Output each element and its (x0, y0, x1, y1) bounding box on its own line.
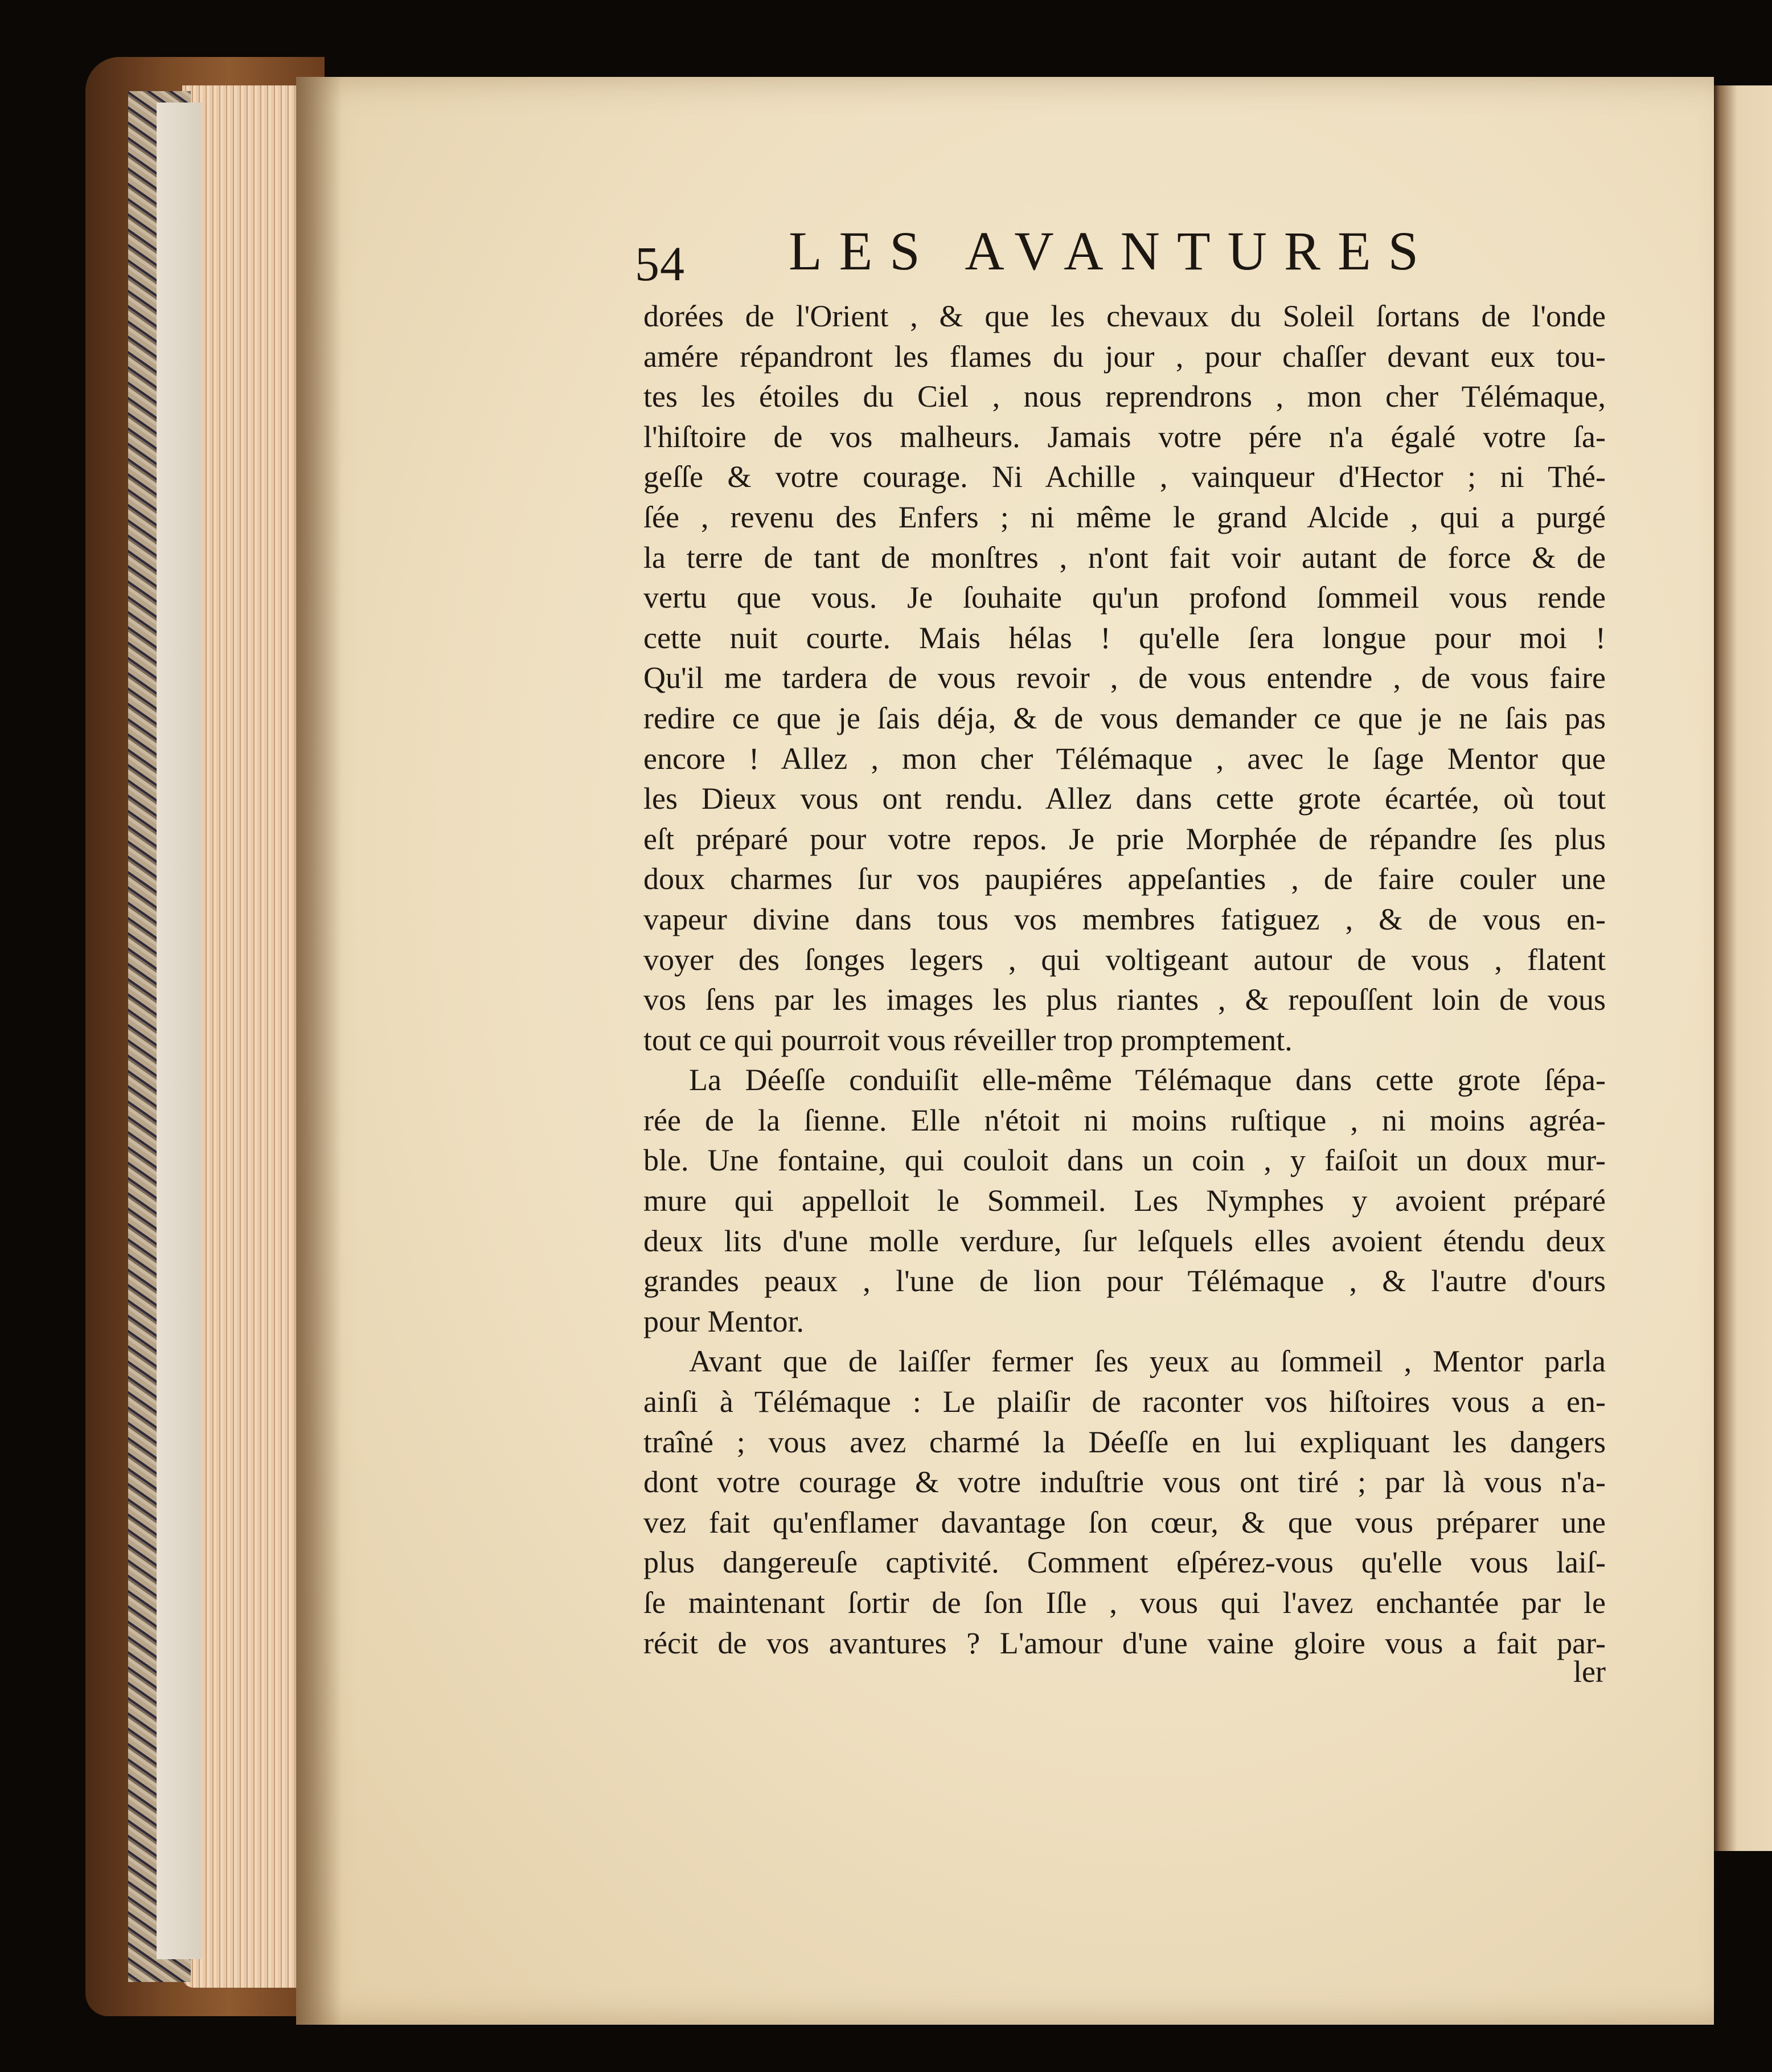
adjacent-page-edge (1714, 85, 1772, 1851)
catchword: ler (1573, 1655, 1606, 1689)
text-line: ſe maintenant ſortir de ſon Iſle , vous qui l'avez enchantée par le (643, 1586, 1606, 1620)
text-line: pour Mentor. (643, 1304, 804, 1338)
running-title: LES AVANTURES (789, 220, 1435, 281)
text-line: rée de la ſienne. Elle n'étoit ni moins ruſtique , ni moins agréa- (643, 1103, 1606, 1137)
running-head (635, 219, 1489, 291)
flyleaf (157, 103, 202, 1959)
text-line: dont votre courage & votre induſtrie vous ont tiré ; par là vous n'a- (643, 1465, 1606, 1500)
text-line: La Déeſſe conduiſit elle-même Télémaque dans cette grote ſépa- (689, 1063, 1606, 1098)
text-line: doux charmes ſur vos paupiéres appeſanties , de faire couler une (643, 862, 1606, 896)
body-text (643, 296, 1606, 1663)
text-line: deux lits d'une molle verdure, ſur leſquels elles avoient étendu deux (643, 1223, 1606, 1258)
text-line: l'hiſtoire de vos malheurs. Jamais votre pére n'a égalé votre ſa- (643, 419, 1606, 454)
text-line: traîné ; vous avez charmé la Déeſſe en lui expliquant les dangers (643, 1424, 1606, 1459)
text-line: plus dangereuſe captivité. Comment eſpérez-vous qu'elle vous laiſ- (643, 1545, 1606, 1580)
text-line: encore ! Allez , mon cher Télémaque , avec le ſage Mentor que (643, 741, 1606, 776)
text-line: Avant que de laiſſer fermer ſes yeux au ſommeil , Mentor parla (689, 1344, 1606, 1379)
text-line: tes les étoiles du Ciel , nous reprendrons , mon cher Télémaque, (643, 379, 1606, 414)
text-line: vez fait qu'enflamer davantage ſon cœur, & que vous préparer une (643, 1505, 1606, 1539)
text-line: la terre de tant de monſtres , n'ont fait voir autant de force & de (643, 540, 1606, 575)
gutter-shadow (296, 77, 342, 2025)
page-number: 54 (635, 236, 685, 291)
text-line: amére répandront les flames du jour , pour chaſſer devant eux tou- (643, 339, 1606, 374)
text-line: ble. Une fontaine, qui couloit dans un coin , y faiſoit un doux mur- (643, 1143, 1606, 1178)
text-line: tout ce qui pourroit vous réveiller trop promptement. (643, 1022, 1293, 1057)
text-line: dorées de l'Orient , & que les chevaux du Soleil ſortans de l'onde (643, 299, 1606, 333)
text-line: cette nuit courte. Mais hélas ! qu'elle ſera longue pour moi ! (643, 620, 1606, 655)
text-line: grandes peaux , l'une de lion pour Télémaque , & l'autre d'ours (643, 1264, 1606, 1299)
text-line: vos ſens par les images les plus riantes , & repouſſent loin de vous (643, 982, 1606, 1017)
text-line: geſſe & votre courage. Ni Achille , vainqueur d'Hector ; ni Thé- (643, 460, 1606, 494)
text-line: vapeur divine dans tous vos membres fatiguez , & de vous en- (643, 902, 1606, 936)
text-line: ainſi à Télémaque : Le plaiſir de raconter vos hiſtoires vous a en- (643, 1385, 1606, 1419)
text-line: les Dieux vous ont rendu. Allez dans cette grote écartée, où tout (643, 781, 1606, 816)
text-line: voyer des ſonges legers , qui voltigeant autour de vous , flatent (643, 942, 1606, 977)
text-line: redire ce que je ſais déja, & de vous demander ce que je ne ſais pas (643, 701, 1606, 735)
text-line: vertu que vous. Je ſouhaite qu'un profond ſommeil vous rende (643, 580, 1606, 615)
text-line: mure qui appelloit le Sommeil. Les Nymphes y avoient préparé (643, 1184, 1606, 1218)
text-line: Qu'il me tardera de vous revoir , de vous entendre , de vous faire (643, 661, 1606, 695)
text-line: récit de vos avantures ? L'amour d'une vaine gloire vous a fait par- (643, 1625, 1606, 1660)
text-line: eſt préparé pour votre repos. Je prie Morphée de répandre ſes plus (643, 821, 1606, 856)
text-line: ſée , revenu des Enfers ; ni même le grand Alcide , qui a purgé (643, 499, 1606, 534)
